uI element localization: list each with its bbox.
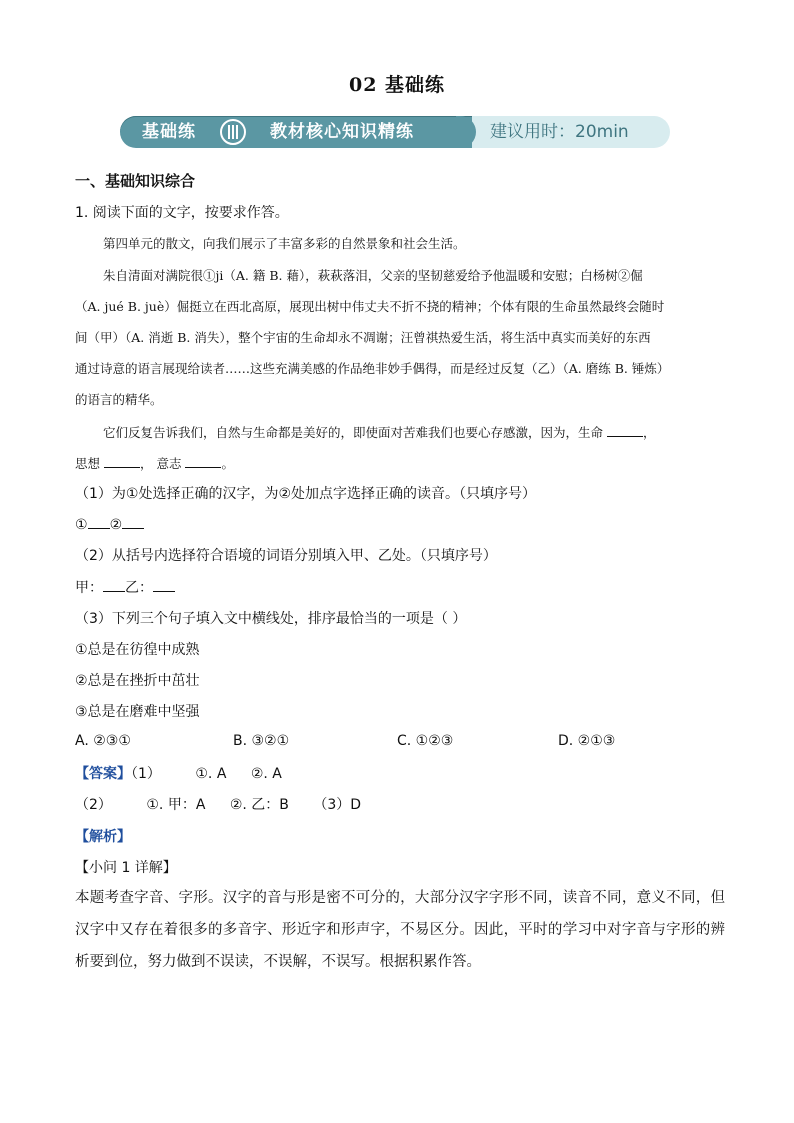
passage-paragraph-2-line: 通过诗意的语言展现给读者……这些充满美感的作品绝非妙手偶得，而是经过反复（乙）（A. 磨练 B. 锤炼） [75, 361, 670, 376]
blank-label: ① [75, 517, 88, 533]
answer-part: ①. A [195, 766, 227, 782]
passage-paragraph-1: 第四单元的散文，向我们展示了丰富多彩的自然景象和社会生活。 [103, 236, 466, 251]
sentence-option: ②总是在挫折中茁壮 [75, 673, 200, 689]
analysis-label: 【解析】 [75, 829, 131, 845]
answer-part: ②. 乙：B [229, 797, 289, 813]
sub-question-1-blanks [75, 515, 144, 535]
blank-label: 乙： [125, 580, 153, 596]
section-heading: 一、基础知识综合 [75, 172, 196, 190]
answer-part: ②. A [250, 766, 282, 782]
passage-text: 思想 [75, 456, 101, 471]
passage-paragraph-2-line: 朱自清面对满院很①ji（A. 籍 B. 藉），萩萩落泪，父亲的坚韧慈爱给予他温暖和安慰；白杨树②倔 [103, 268, 643, 283]
passage-text: 意志 [156, 456, 182, 471]
answer-blank[interactable] [122, 516, 144, 529]
answer-blank[interactable] [185, 455, 221, 468]
answer-blank[interactable] [103, 579, 125, 592]
answer-blank[interactable] [104, 455, 140, 468]
answer-line-2 [75, 795, 361, 815]
passage-paragraph-2-line: （A. jué B. juè）倔挺立在西北高原，展现出树中伟丈夫不折不挠的精神；个体有限的生命虽然最终会随时 [75, 299, 665, 314]
answer-part: ①. 甲：A [146, 797, 206, 813]
page-title: 02 基础练 [348, 74, 446, 96]
choice-d[interactable]: D. ②①③ [558, 733, 616, 749]
sub-question-2: （2）从括号内选择符合语境的词语分别填入甲、乙处。（只填序号） [75, 548, 497, 564]
sub-question-1: （1）为①处选择正确的汉字，为②处加点字选择正确的读音。（只填序号） [75, 486, 537, 502]
choice-b[interactable]: B. ③②① [233, 733, 290, 749]
answer-line-1 [75, 764, 282, 784]
answer-blank[interactable] [607, 424, 643, 437]
passage-paragraph-3-line: 它们反复告诉我们，自然与生命都是美好的，即使面对苦难我们也要心存感激，因为，生命 ， [103, 425, 656, 440]
banner-left-label: 基础练 [142, 122, 196, 142]
sub-question-2-blanks [75, 578, 175, 598]
explanation-text: 本题考查字音、字形。汉字的音与形是密不可分的，大部分汉字字形不同，读音不同，意义不同，但汉字中又存在着很多的多音字、形近字和形声字，不易区分。因此，平时的学习中对字音与字形的辨析要到位，努力做到不误读，不误解，不误写。根据积累作答。 [75, 890, 725, 970]
choice-a[interactable]: A. ②③① [75, 733, 131, 749]
banner-time-label: 建议用时：20min [490, 122, 629, 142]
passage-paragraph-3-line: 思想 ， 意志 。 [75, 456, 234, 471]
blank-label: ② [109, 517, 123, 533]
passage-paragraph-2-line: 的语言的精华。 [75, 392, 163, 407]
sub-question-3: （3）下列三个句子填入文中横线处，排序最恰当的一项是（ ） [75, 611, 467, 627]
question-intro: 1. 阅读下面的文字，按要求作答。 [75, 205, 289, 221]
sentence-option: ③总是在磨难中坚强 [75, 704, 200, 720]
blank-label: 甲： [75, 580, 103, 596]
choice-c[interactable]: C. ①②③ [397, 733, 454, 749]
sentence-option: ①总是在彷徨中成熟 [75, 642, 200, 658]
detail-label: 【小问 1 详解】 [75, 860, 177, 876]
banner-middle-label: 教材核心知识精练 [270, 122, 414, 142]
answer-part: （2） [75, 797, 112, 813]
section-banner [120, 116, 672, 150]
book-icon [220, 119, 246, 145]
answer-part: （1） [131, 766, 161, 782]
passage-text: 它们反复告诉我们，自然与生命都是美好的，即使面对苦难我们也要心存感激，因为，生命 [103, 425, 604, 440]
answer-part: （3）D [313, 797, 362, 813]
answer-blank[interactable] [153, 579, 175, 592]
answer-label: 【答案】 [75, 766, 131, 782]
passage-paragraph-2-line: 间（甲）（A. 消逝 B. 消失），整个宇宙的生命却永不凋谢；汪曾祺热爱生活，将生活中真实而美好的东西 [75, 330, 651, 345]
answer-blank[interactable] [88, 516, 110, 529]
